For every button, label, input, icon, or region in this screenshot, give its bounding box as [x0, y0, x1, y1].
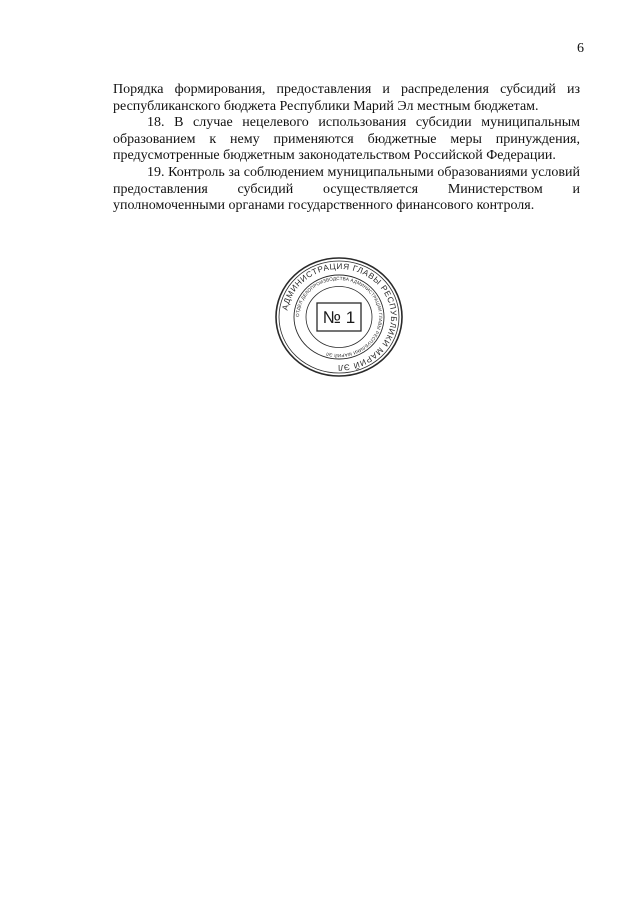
seal-inner-ring-text: ОТДЕЛ ДЕЛОПРОИЗВОДСТВА АДМИНИСТРАЦИИ ГЛАВЫ РЕСПУБЛИКИ МАРИЙ ЭЛ [294, 275, 384, 359]
paragraph-18: 18. В случае нецелевого использования субсидии муниципальным образованием к нему применяются бюджетные меры принуждения, предусмотренные бюджетным законодательством Российской Федерации. [113, 115, 580, 164]
page-number: 6 [577, 41, 584, 56]
seal-center-text: № 1 [322, 308, 356, 327]
paragraph-continuation: Порядка формирования, предоставления и распределения субсидий из республиканского бюджета Республики Марий Эл местным бюджетам. [113, 82, 580, 114]
document-body [113, 82, 580, 215]
paragraph-19: 19. Контроль за соблюдением муниципальными образованиями условий предоставления субсидий осуществляется Министерством и уполномоченными органами государственного финансового контроля. [113, 164, 580, 214]
official-seal [273, 255, 405, 379]
seal-outer-ring-text: АДМИНИСТРАЦИЯ ГЛАВЫ РЕСПУБЛИКИ МАРИЙ ЭЛ [280, 261, 399, 373]
seal-graphic [273, 255, 405, 379]
